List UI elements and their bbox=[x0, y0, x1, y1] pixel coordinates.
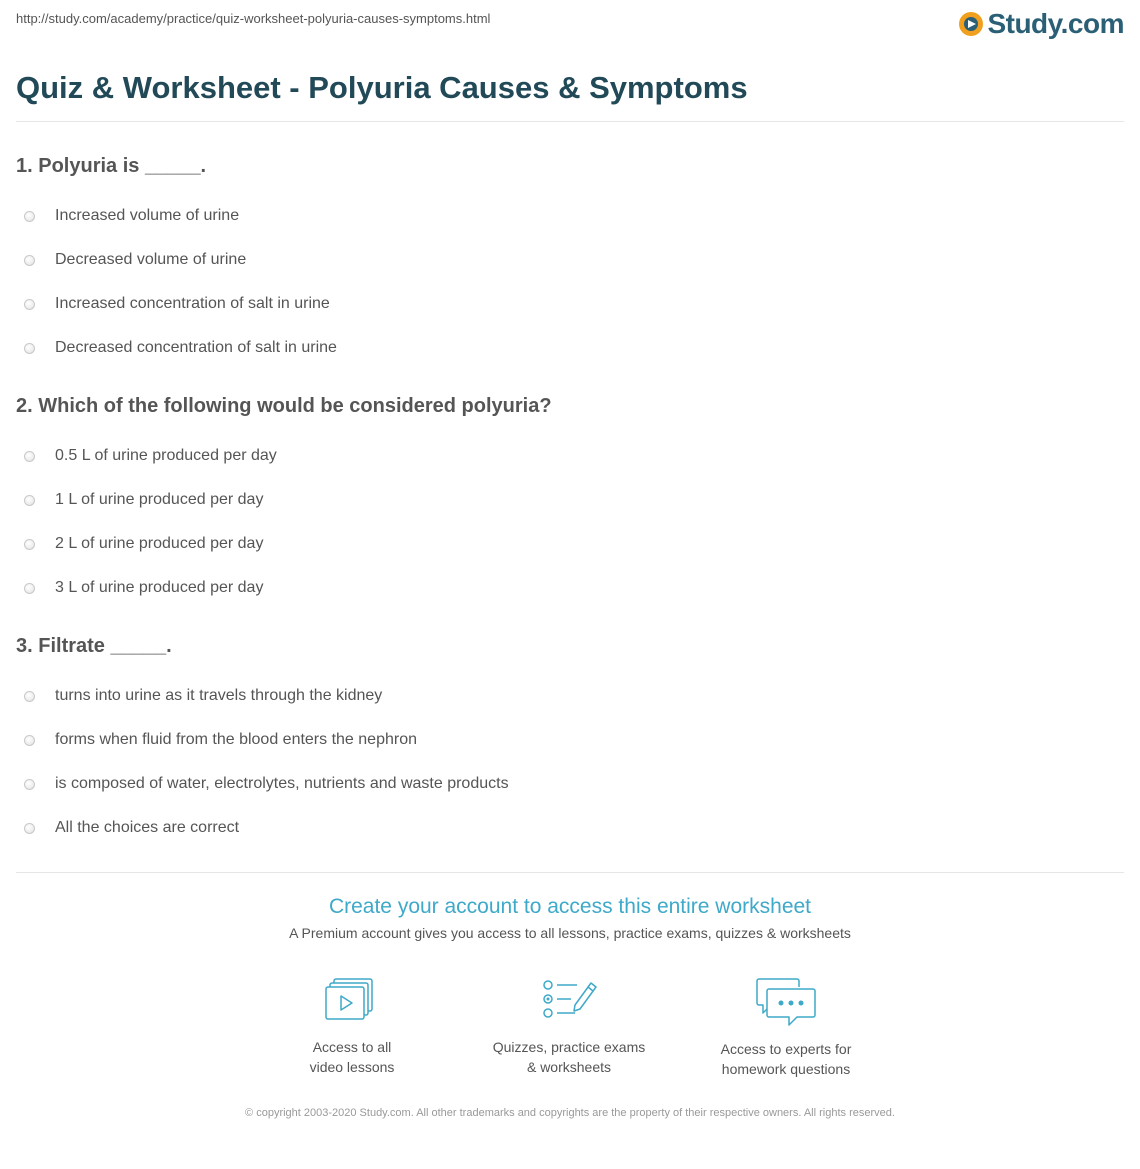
question-text: 1. Polyuria is _____. bbox=[16, 155, 207, 177]
logo-text: Study.com bbox=[987, 8, 1124, 39]
choice-option[interactable] bbox=[16, 762, 1116, 806]
choice-option[interactable] bbox=[16, 806, 1116, 850]
radio-button[interactable] bbox=[24, 299, 35, 310]
choice-label: Decreased concentration of salt in urine bbox=[55, 339, 337, 356]
choice-option[interactable] bbox=[16, 326, 1116, 370]
radio-button[interactable] bbox=[24, 255, 35, 266]
feature-video-lessons bbox=[252, 975, 452, 1077]
video-lessons-icon bbox=[322, 975, 382, 1027]
create-account-link[interactable]: Create your account to access this entire worksheet bbox=[328, 895, 812, 918]
choice-option[interactable] bbox=[16, 478, 1116, 522]
question-text: 2. Which of the following would be considered polyuria? bbox=[16, 395, 552, 417]
choice-label: is composed of water, electrolytes, nutrients and waste products bbox=[55, 775, 509, 792]
choice-option[interactable] bbox=[16, 566, 1116, 610]
choice-label: 1 L of urine produced per day bbox=[55, 491, 264, 508]
study-logo[interactable] bbox=[959, 6, 1124, 42]
radio-button[interactable] bbox=[24, 451, 35, 462]
feature-experts bbox=[686, 975, 886, 1079]
page-title: Quiz & Worksheet - Polyuria Causes & Symptoms bbox=[16, 70, 748, 105]
choice-option[interactable] bbox=[16, 674, 1116, 718]
radio-button[interactable] bbox=[24, 211, 35, 222]
choice-list bbox=[16, 194, 1116, 370]
choice-option[interactable] bbox=[16, 718, 1116, 762]
cta-subtitle: A Premium account gives you access to all lessons, practice exams, quizzes & worksheets bbox=[289, 925, 851, 941]
feature-label: Quizzes, practice exams & worksheets bbox=[492, 1039, 646, 1075]
radio-button[interactable] bbox=[24, 823, 35, 834]
choice-label: turns into urine as it travels through the kidney bbox=[55, 687, 383, 704]
radio-button[interactable] bbox=[24, 539, 35, 550]
choice-label: Increased volume of urine bbox=[55, 207, 240, 224]
cta-divider bbox=[16, 872, 1124, 873]
choice-label: Increased concentration of salt in urine bbox=[55, 295, 330, 312]
choice-option[interactable] bbox=[16, 434, 1116, 478]
quiz-checklist-icon bbox=[539, 975, 599, 1027]
radio-button[interactable] bbox=[24, 343, 35, 354]
choice-option[interactable] bbox=[16, 238, 1116, 282]
radio-button[interactable] bbox=[24, 691, 35, 702]
copyright-notice: © copyright 2003-2020 Study.com. All other trademarks and copyrights are the property of their respective owners. All rights reserved. bbox=[245, 1107, 895, 1119]
question-text: 3. Filtrate _____. bbox=[16, 635, 172, 657]
choice-option[interactable] bbox=[16, 194, 1116, 238]
question-2 bbox=[16, 392, 1116, 610]
choice-label: 0.5 L of urine produced per day bbox=[55, 447, 277, 464]
question-3 bbox=[16, 632, 1116, 850]
choice-label: forms when fluid from the blood enters the nephron bbox=[55, 731, 417, 748]
premium-features bbox=[260, 975, 880, 1085]
choice-label: All the choices are correct bbox=[55, 819, 240, 836]
top-bar bbox=[16, 0, 1124, 44]
radio-button[interactable] bbox=[24, 495, 35, 506]
choice-list bbox=[16, 434, 1116, 610]
choice-label: 3 L of urine produced per day bbox=[55, 579, 264, 596]
choice-label: Decreased volume of urine bbox=[55, 251, 247, 268]
choice-list bbox=[16, 674, 1116, 850]
choice-label: 2 L of urine produced per day bbox=[55, 535, 264, 552]
page-url[interactable]: http://study.com/academy/practice/quiz-worksheet-polyuria-causes-symptoms.html bbox=[16, 11, 491, 26]
radio-button[interactable] bbox=[24, 735, 35, 746]
feature-label: Access to all video lessons bbox=[309, 1039, 395, 1075]
feature-quizzes bbox=[469, 975, 669, 1077]
chat-bubbles-icon bbox=[753, 975, 819, 1029]
title-divider bbox=[16, 121, 1124, 122]
play-logo-icon bbox=[959, 12, 983, 36]
radio-button[interactable] bbox=[24, 779, 35, 790]
question-1 bbox=[16, 152, 1116, 370]
choice-option[interactable] bbox=[16, 282, 1116, 326]
radio-button[interactable] bbox=[24, 583, 35, 594]
choice-option[interactable] bbox=[16, 522, 1116, 566]
feature-label: Access to experts for homework questions bbox=[720, 1041, 852, 1077]
